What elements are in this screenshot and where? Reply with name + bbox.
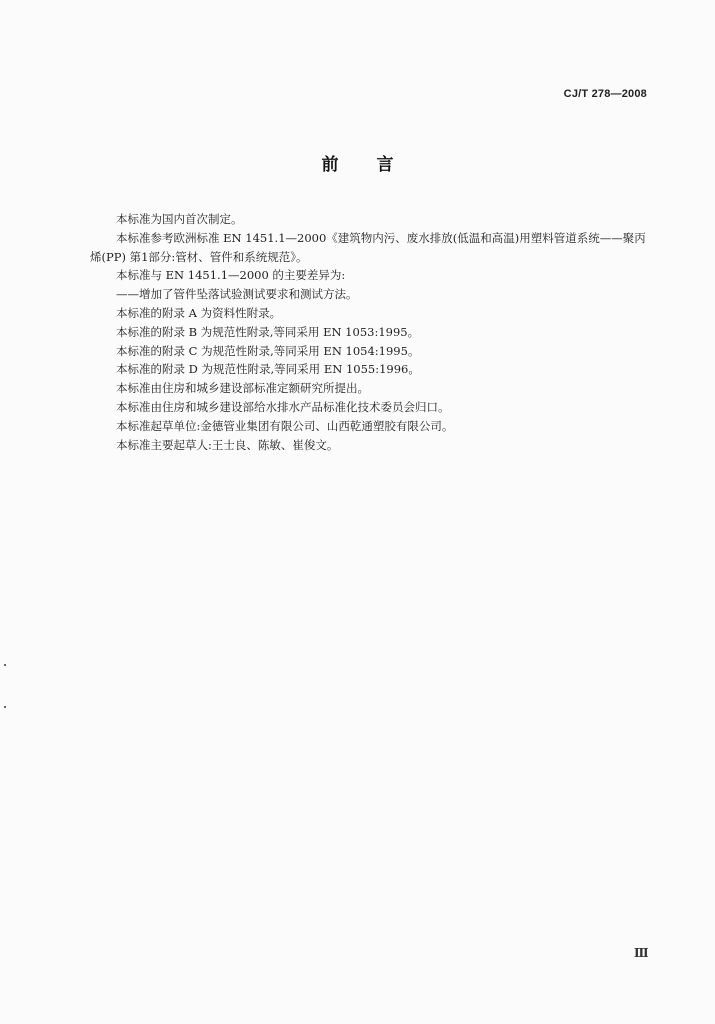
page-number: Ⅲ (634, 946, 649, 960)
paragraph: 本标准的附录 A 为资料性附录。 (116, 305, 282, 320)
paragraph: 本标准的附录 B 为规范性附录,等同采用 EN 1053:1995。 (116, 324, 420, 339)
paragraph: 本标准起草单位:金德管业集团有限公司、山西乾通塑胶有限公司。 (116, 418, 454, 433)
scan-speck (4, 706, 6, 708)
paragraph: 本标准的附录 C 为规范性附录,等同采用 EN 1054:1995。 (116, 343, 420, 358)
paragraph: 本标准参考欧洲标准 EN 1451.1—2000《建筑物内污、废水排放(低温和高温)用塑料管道系统——聚丙烯(PP) 第1部分:管材、管件和系统规范》。 (90, 230, 646, 264)
scan-speck (4, 664, 6, 666)
page-title: 前言 (321, 155, 432, 175)
paragraph: 本标准为国内首次制定。 (116, 212, 243, 226)
foreword-body (90, 210, 650, 454)
paragraph: 本标准与 EN 1451.1—2000 的主要差异为: (116, 268, 346, 283)
paragraph: 本标准由住房和城乡建设部给水排水产品标准化技术委员会归口。 (116, 399, 450, 414)
paragraph: ——增加了管件坠落试验测试要求和测试方法。 (116, 287, 358, 302)
paragraph: 本标准的附录 D 为规范性附录,等同采用 EN 1055:1996。 (116, 362, 420, 377)
paragraph: 本标准主要起草人:王士良、陈敏、崔俊文。 (116, 437, 339, 452)
paragraph: 本标准由住房和城乡建设部标准定额研究所提出。 (116, 381, 369, 396)
standard-code: CJ/T 278—2008 (563, 88, 647, 100)
